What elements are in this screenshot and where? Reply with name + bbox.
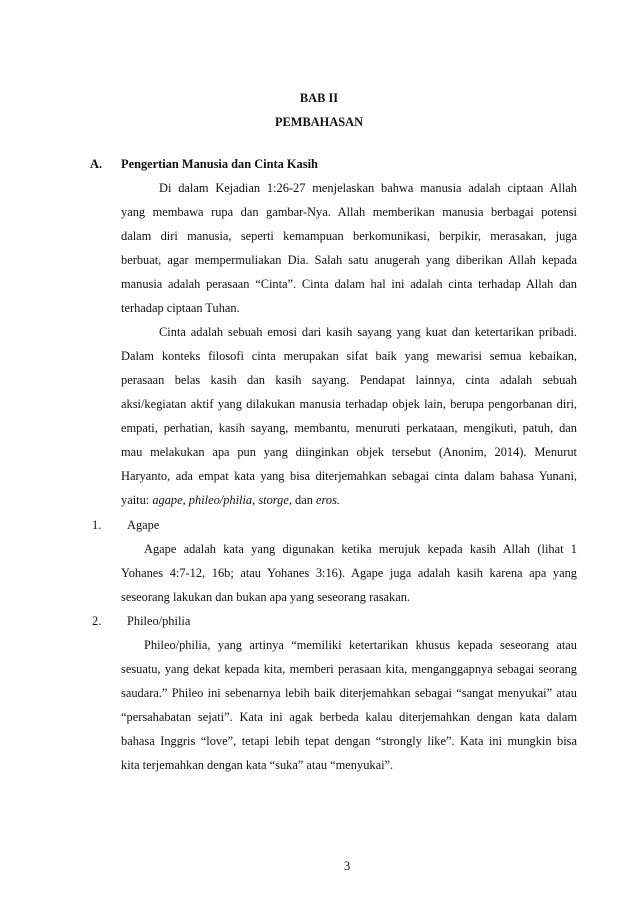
paragraph-line: aksi/kegiatan aktif yang dilakukan manusia terhadap objek lain, berupa pengorbanan diri, [121, 397, 577, 411]
paragraph-line: Cinta adalah sebuah emosi dari kasih sayang yang kuat dan ketertarikan pribadi. [159, 325, 577, 339]
paragraph-line: sesuatu, yang dekat kepada kita, memberi perasaan kita, menganggapnya sebagai seorang [121, 662, 577, 676]
list-item-title: Phileo/philia [127, 614, 191, 628]
paragraph-line: kita terjemahkan dengan kata “suka” atau “menyukai”. [121, 758, 394, 772]
paragraph-line: saudara.” Phileo ini sebenarnya lebih baik diterjemahkan sebagai “sangat menyukai” atau [121, 686, 577, 700]
paragraph-line: berbuat, agar mempermuliakan Dia. Salah satu anugerah yang diberikan Allah kepada [121, 253, 577, 267]
greek-terms-prefix: yaitu: [121, 493, 153, 507]
greek-terms-eros: eros. [316, 493, 341, 507]
section-a-heading: Pengertian Manusia dan Cinta Kasih [121, 157, 318, 171]
list-number: 1. [92, 518, 102, 532]
chapter-title: PEMBAHASAN [274, 115, 364, 129]
section-a-marker: A. [90, 157, 103, 171]
paragraph-line: “persahabatan sejati”. Kata ini agak berbeda kalau diterjemahkan dengan kata dalam [121, 710, 577, 724]
paragraph-line: terhadap ciptaan Tuhan. [121, 301, 240, 315]
greek-terms-middle: dan [291, 493, 317, 507]
paragraph-line: Dalam konteks filosofi cinta merupakan sifat baik yang mewarisi semua kebaikan, [121, 349, 577, 363]
paragraph-line: bahasa Inggris “love”, tetapi lebih tepat dengan “strongly like”. Kata ini mungkin bisa [121, 734, 577, 748]
paragraph-line: empati, perhatian, kasih sayang, membantu, menuruti perkataan, mengikuti, patuh, dan [121, 421, 577, 435]
paragraph-line: perasaan belas kasih dan kasih sayang. Pendapat lainnya, cinta adalah sebuah [121, 373, 577, 387]
paragraph-line: mau melakukan apa pun yang diinginkan objek tersebut (Anonim, 2014). Menurut [121, 445, 577, 459]
list-number: 2. [92, 614, 102, 628]
greek-terms-italic: agape, phileo/philia, storge, [152, 493, 292, 507]
paragraph-line: Haryanto, ada empat kata yang bisa diterjemahkan sebagai cinta dalam bahasa Yunani, [121, 469, 577, 483]
paragraph-line: seseorang lakukan dan bukan apa yang seseorang rasakan. [121, 590, 411, 604]
paragraph-line-greek-terms [121, 493, 577, 508]
paragraph-line: manusia adalah perasaan “Cinta”. Cinta dalam hal ini adalah cinta terhadap Allah dan [121, 277, 577, 291]
paragraph-line: Phileo/philia, yang artinya “memiliki ketertarikan khusus kepada seseorang atau [144, 638, 577, 652]
paragraph-line: dalam diri manusia, seperti kemampuan berkomunikasi, berpikir, merasakan, juga [121, 229, 577, 243]
paragraph-line: Di dalam Kejadian 1:26-27 menjelaskan bahwa manusia adalah ciptaan Allah [159, 181, 577, 195]
paragraph-line: yang membawa rupa dan gambar-Nya. Allah memberikan manusia berbagai potensi [121, 205, 577, 219]
paragraph-line: Yohanes 4:7-12, 16b; atau Yohanes 3:16). Agape juga adalah kasih karena apa yang [121, 566, 577, 580]
list-item-title: Agape [127, 518, 160, 532]
chapter-label: BAB II [299, 91, 339, 105]
page-number: 3 [344, 859, 351, 873]
paragraph-line: Agape adalah kata yang digunakan ketika merujuk kepada kasih Allah (lihat 1 [144, 542, 577, 556]
